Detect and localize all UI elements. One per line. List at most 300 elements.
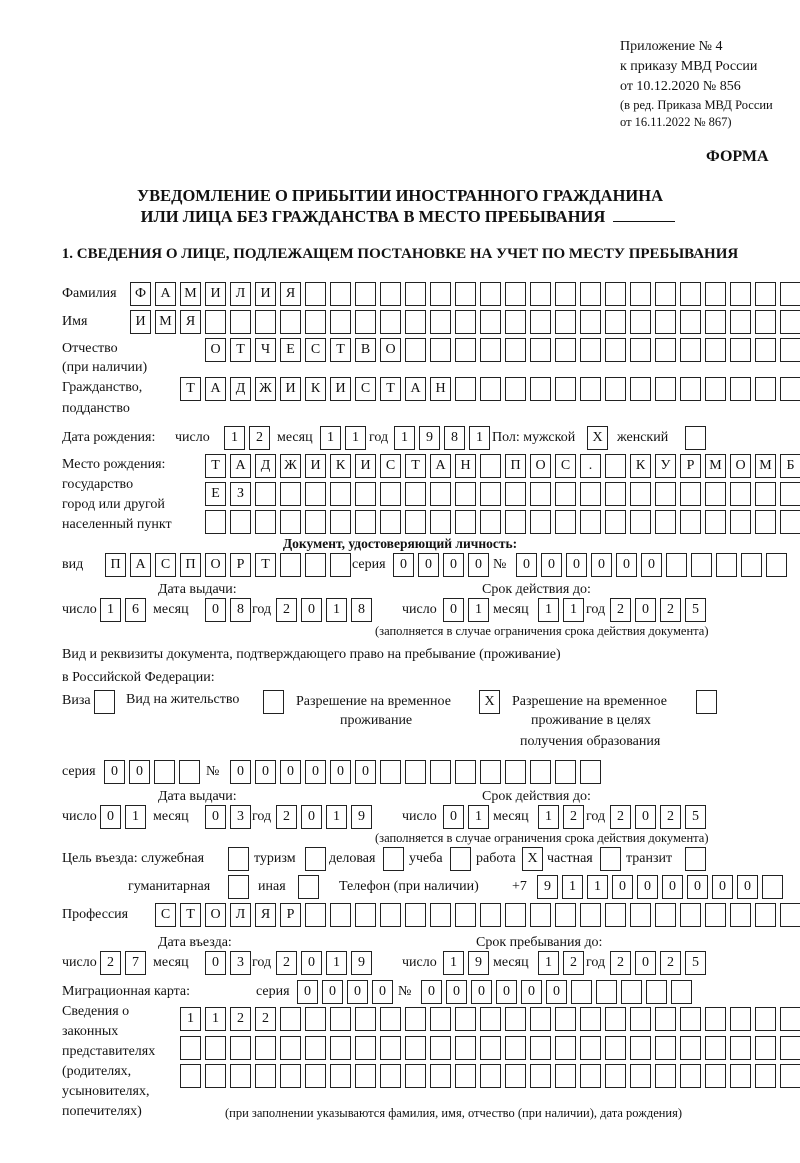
char-cell[interactable] [179,760,200,784]
migration-number-field[interactable] [421,980,692,1004]
char-cell[interactable] [280,1064,301,1088]
char-cell[interactable] [355,1007,376,1031]
surname-field[interactable] [130,282,800,306]
char-cell[interactable]: О [730,454,751,478]
char-cell[interactable] [330,553,351,577]
char-cell[interactable] [530,482,551,506]
char-cell[interactable] [480,377,501,401]
char-cell[interactable]: Т [230,338,251,362]
char-cell[interactable]: В [355,338,376,362]
char-cell[interactable]: 0 [443,598,464,622]
char-cell[interactable] [480,482,501,506]
char-cell[interactable]: З [230,482,251,506]
char-cell[interactable]: 1 [468,805,489,829]
char-cell[interactable]: М [705,454,726,478]
purpose-business-checkbox[interactable] [383,847,404,871]
char-cell[interactable] [755,510,776,534]
char-cell[interactable]: 0 [322,980,343,1004]
char-cell[interactable] [730,1036,751,1060]
id-number-field[interactable] [516,553,787,577]
char-cell[interactable] [580,1064,601,1088]
char-cell[interactable]: . [580,454,601,478]
char-cell[interactable]: 0 [641,553,662,577]
char-cell[interactable] [555,338,576,362]
char-cell[interactable] [780,1064,800,1088]
char-cell[interactable]: 0 [662,875,683,899]
char-cell[interactable] [605,310,626,334]
char-cell[interactable] [705,1007,726,1031]
char-cell[interactable] [455,903,476,927]
char-cell[interactable] [605,482,626,506]
purpose-work-checkbox[interactable] [522,847,543,871]
char-cell[interactable] [655,482,676,506]
char-cell[interactable] [205,1036,226,1060]
char-cell[interactable]: 0 [205,951,226,975]
char-cell[interactable] [580,282,601,306]
char-cell[interactable] [630,510,651,534]
char-cell[interactable]: С [155,553,176,577]
char-cell[interactable]: 0 [205,598,226,622]
char-cell[interactable] [655,282,676,306]
char-cell[interactable] [605,282,626,306]
checkbox-cell[interactable] [298,875,319,899]
char-cell[interactable]: 0 [280,760,301,784]
char-cell[interactable]: 1 [538,598,559,622]
char-cell[interactable] [205,1064,226,1088]
res-issue-day-field[interactable] [100,805,146,829]
char-cell[interactable] [480,454,501,478]
char-cell[interactable] [780,377,800,401]
char-cell[interactable]: Д [255,454,276,478]
char-cell[interactable] [530,310,551,334]
char-cell[interactable] [305,482,326,506]
char-cell[interactable]: 5 [685,805,706,829]
char-cell[interactable] [480,760,501,784]
residence-permit-checkbox[interactable] [263,690,284,714]
char-cell[interactable]: 1 [563,598,584,622]
char-cell[interactable] [730,1064,751,1088]
char-cell[interactable]: А [430,454,451,478]
char-cell[interactable] [730,482,751,506]
char-cell[interactable]: С [355,377,376,401]
birth-month-field[interactable] [320,426,366,450]
char-cell[interactable]: И [205,282,226,306]
char-cell[interactable] [705,482,726,506]
char-cell[interactable]: Т [405,454,426,478]
char-cell[interactable] [330,903,351,927]
char-cell[interactable] [555,1064,576,1088]
char-cell[interactable] [655,310,676,334]
char-cell[interactable]: 1 [587,875,608,899]
char-cell[interactable]: К [305,377,326,401]
char-cell[interactable]: 0 [737,875,758,899]
char-cell[interactable]: И [280,377,301,401]
checkbox-cell[interactable] [450,847,471,871]
char-cell[interactable]: 1 [224,426,245,450]
char-cell[interactable] [730,310,751,334]
char-cell[interactable] [630,282,651,306]
char-cell[interactable] [380,760,401,784]
char-cell[interactable] [255,482,276,506]
char-cell[interactable]: 2 [660,805,681,829]
char-cell[interactable] [380,1064,401,1088]
birthplace-line-3[interactable] [205,510,800,534]
char-cell[interactable] [555,760,576,784]
char-cell[interactable] [154,760,175,784]
char-cell[interactable] [730,903,751,927]
char-cell[interactable] [280,510,301,534]
char-cell[interactable]: Т [205,454,226,478]
char-cell[interactable]: Я [180,310,201,334]
purpose-transit-checkbox[interactable] [685,847,706,871]
char-cell[interactable]: С [380,454,401,478]
checkbox-cell[interactable] [94,690,115,714]
id-valid-month-field[interactable] [538,598,584,622]
char-cell[interactable] [630,338,651,362]
char-cell[interactable]: 0 [104,760,125,784]
char-cell[interactable]: М [180,282,201,306]
char-cell[interactable] [280,310,301,334]
char-cell[interactable]: П [180,553,201,577]
char-cell[interactable]: 0 [393,553,414,577]
char-cell[interactable] [766,553,787,577]
checkbox-cell[interactable]: X [479,690,500,714]
char-cell[interactable]: 2 [610,805,631,829]
name-field[interactable] [130,310,800,334]
char-cell[interactable]: Ж [255,377,276,401]
checkbox-cell[interactable] [228,847,249,871]
char-cell[interactable] [505,338,526,362]
citizenship-field[interactable] [180,377,800,401]
char-cell[interactable] [380,310,401,334]
char-cell[interactable] [780,903,800,927]
id-issue-month-field[interactable] [205,598,251,622]
char-cell[interactable]: 0 [301,598,322,622]
phone-field[interactable] [537,875,783,899]
char-cell[interactable]: 0 [687,875,708,899]
char-cell[interactable] [405,338,426,362]
char-cell[interactable]: А [205,377,226,401]
char-cell[interactable] [355,1036,376,1060]
char-cell[interactable] [780,338,800,362]
char-cell[interactable]: 0 [446,980,467,1004]
char-cell[interactable] [330,310,351,334]
stay-year-field[interactable] [610,951,706,975]
char-cell[interactable] [505,1036,526,1060]
char-cell[interactable]: 0 [471,980,492,1004]
char-cell[interactable] [630,482,651,506]
char-cell[interactable]: 2 [276,598,297,622]
char-cell[interactable] [405,510,426,534]
char-cell[interactable]: 6 [125,598,146,622]
char-cell[interactable]: 2 [100,951,121,975]
char-cell[interactable]: Ч [255,338,276,362]
char-cell[interactable] [430,1064,451,1088]
char-cell[interactable] [305,1007,326,1031]
char-cell[interactable] [430,510,451,534]
char-cell[interactable] [555,1007,576,1031]
char-cell[interactable] [755,338,776,362]
char-cell[interactable] [405,1007,426,1031]
char-cell[interactable]: 1 [345,426,366,450]
char-cell[interactable] [691,553,712,577]
char-cell[interactable] [646,980,667,1004]
char-cell[interactable] [405,482,426,506]
char-cell[interactable] [755,482,776,506]
checkbox-cell[interactable]: X [522,847,543,871]
char-cell[interactable] [505,282,526,306]
birthplace-line-2[interactable] [205,482,800,506]
char-cell[interactable]: И [130,310,151,334]
char-cell[interactable]: 2 [660,598,681,622]
char-cell[interactable]: Р [680,454,701,478]
char-cell[interactable] [480,310,501,334]
char-cell[interactable] [630,1064,651,1088]
char-cell[interactable] [480,282,501,306]
char-cell[interactable] [405,760,426,784]
char-cell[interactable]: 2 [276,805,297,829]
char-cell[interactable] [655,1036,676,1060]
char-cell[interactable] [755,1064,776,1088]
char-cell[interactable] [605,1007,626,1031]
res-valid-year-field[interactable] [610,805,706,829]
char-cell[interactable] [630,1036,651,1060]
char-cell[interactable] [780,282,800,306]
char-cell[interactable] [680,282,701,306]
char-cell[interactable]: 2 [563,805,584,829]
char-cell[interactable]: Я [255,903,276,927]
stay-month-field[interactable] [538,951,584,975]
checkbox-cell[interactable] [383,847,404,871]
char-cell[interactable] [505,377,526,401]
purpose-humanitarian-checkbox[interactable] [228,875,249,899]
char-cell[interactable] [655,1064,676,1088]
char-cell[interactable] [680,482,701,506]
char-cell[interactable]: 0 [616,553,637,577]
char-cell[interactable]: 0 [637,875,658,899]
char-cell[interactable]: Н [430,377,451,401]
char-cell[interactable]: 0 [418,553,439,577]
char-cell[interactable] [405,282,426,306]
char-cell[interactable]: Т [180,903,201,927]
char-cell[interactable] [530,377,551,401]
char-cell[interactable]: С [155,903,176,927]
char-cell[interactable]: И [305,454,326,478]
char-cell[interactable] [555,282,576,306]
migration-series-field[interactable] [297,980,393,1004]
char-cell[interactable] [505,903,526,927]
char-cell[interactable] [355,482,376,506]
char-cell[interactable]: 1 [562,875,583,899]
char-cell[interactable] [741,553,762,577]
char-cell[interactable] [330,482,351,506]
char-cell[interactable] [430,1007,451,1031]
char-cell[interactable]: С [555,454,576,478]
char-cell[interactable] [755,1036,776,1060]
char-cell[interactable]: 0 [541,553,562,577]
char-cell[interactable] [755,377,776,401]
char-cell[interactable] [255,510,276,534]
char-cell[interactable]: Ф [130,282,151,306]
char-cell[interactable]: 2 [610,951,631,975]
char-cell[interactable]: 9 [419,426,440,450]
char-cell[interactable] [630,310,651,334]
char-cell[interactable] [305,1036,326,1060]
char-cell[interactable] [680,377,701,401]
char-cell[interactable]: Е [205,482,226,506]
char-cell[interactable]: А [230,454,251,478]
char-cell[interactable] [555,903,576,927]
entry-month-field[interactable] [205,951,251,975]
char-cell[interactable]: 0 [635,598,656,622]
char-cell[interactable]: 0 [516,553,537,577]
char-cell[interactable] [580,310,601,334]
char-cell[interactable] [671,980,692,1004]
char-cell[interactable] [680,338,701,362]
char-cell[interactable]: А [155,282,176,306]
char-cell[interactable]: 1 [469,426,490,450]
char-cell[interactable]: 1 [394,426,415,450]
char-cell[interactable]: У [655,454,676,478]
char-cell[interactable]: 0 [496,980,517,1004]
char-cell[interactable] [605,903,626,927]
char-cell[interactable] [355,1064,376,1088]
char-cell[interactable] [230,1064,251,1088]
entry-year-field[interactable] [276,951,372,975]
char-cell[interactable] [230,510,251,534]
char-cell[interactable] [305,510,326,534]
char-cell[interactable]: И [255,282,276,306]
char-cell[interactable] [480,1064,501,1088]
char-cell[interactable] [355,903,376,927]
char-cell[interactable] [380,282,401,306]
char-cell[interactable] [355,282,376,306]
purpose-private-checkbox[interactable] [600,847,621,871]
char-cell[interactable] [580,1007,601,1031]
char-cell[interactable] [705,282,726,306]
char-cell[interactable]: Л [230,282,251,306]
char-cell[interactable]: Л [230,903,251,927]
id-type-field[interactable] [105,553,351,577]
res-series-field[interactable] [104,760,200,784]
char-cell[interactable]: О [530,454,551,478]
char-cell[interactable]: 9 [468,951,489,975]
char-cell[interactable] [630,903,651,927]
checkbox-cell[interactable] [263,690,284,714]
representatives-line-3[interactable] [180,1064,800,1088]
purpose-study-checkbox[interactable] [450,847,471,871]
char-cell[interactable] [455,310,476,334]
res-valid-month-field[interactable] [538,805,584,829]
char-cell[interactable] [480,1036,501,1060]
char-cell[interactable]: 0 [230,760,251,784]
char-cell[interactable]: 3 [230,805,251,829]
char-cell[interactable]: 1 [205,1007,226,1031]
char-cell[interactable]: 0 [330,760,351,784]
char-cell[interactable]: 0 [372,980,393,1004]
res-issue-month-field[interactable] [205,805,251,829]
char-cell[interactable] [530,1007,551,1031]
char-cell[interactable]: 2 [249,426,270,450]
char-cell[interactable]: 8 [444,426,465,450]
char-cell[interactable] [455,1007,476,1031]
char-cell[interactable]: Ж [280,454,301,478]
char-cell[interactable]: 0 [591,553,612,577]
char-cell[interactable] [380,903,401,927]
char-cell[interactable] [580,903,601,927]
char-cell[interactable] [780,1036,800,1060]
temp-edu-checkbox[interactable] [696,690,717,714]
char-cell[interactable]: М [155,310,176,334]
char-cell[interactable] [480,1007,501,1031]
char-cell[interactable] [230,1036,251,1060]
checkbox-cell[interactable] [685,426,706,450]
char-cell[interactable] [571,980,592,1004]
char-cell[interactable]: А [405,377,426,401]
char-cell[interactable]: 0 [129,760,150,784]
char-cell[interactable]: Е [280,338,301,362]
char-cell[interactable] [655,338,676,362]
char-cell[interactable]: 0 [355,760,376,784]
char-cell[interactable] [455,282,476,306]
char-cell[interactable] [455,510,476,534]
representatives-line-1[interactable] [180,1007,800,1031]
char-cell[interactable] [530,903,551,927]
char-cell[interactable] [530,338,551,362]
char-cell[interactable] [430,1036,451,1060]
char-cell[interactable]: 0 [305,760,326,784]
checkbox-cell[interactable] [228,875,249,899]
char-cell[interactable] [305,903,326,927]
char-cell[interactable] [505,310,526,334]
char-cell[interactable] [705,1036,726,1060]
char-cell[interactable]: С [305,338,326,362]
char-cell[interactable] [655,510,676,534]
char-cell[interactable]: 2 [276,951,297,975]
char-cell[interactable]: 5 [685,598,706,622]
char-cell[interactable] [605,1064,626,1088]
char-cell[interactable] [455,1064,476,1088]
char-cell[interactable] [455,338,476,362]
char-cell[interactable] [555,1036,576,1060]
char-cell[interactable] [530,282,551,306]
char-cell[interactable]: 0 [468,553,489,577]
char-cell[interactable]: 0 [635,951,656,975]
char-cell[interactable] [405,903,426,927]
char-cell[interactable]: 8 [230,598,251,622]
char-cell[interactable]: Д [230,377,251,401]
char-cell[interactable] [230,310,251,334]
purpose-tourism-checkbox[interactable] [305,847,326,871]
char-cell[interactable] [655,903,676,927]
char-cell[interactable]: 3 [230,951,251,975]
char-cell[interactable]: 1 [125,805,146,829]
char-cell[interactable] [555,510,576,534]
char-cell[interactable]: 1 [100,598,121,622]
char-cell[interactable] [680,1064,701,1088]
sex-female-checkbox[interactable] [685,426,706,450]
id-issue-year-field[interactable] [276,598,372,622]
char-cell[interactable]: К [330,454,351,478]
char-cell[interactable] [705,338,726,362]
char-cell[interactable] [666,553,687,577]
char-cell[interactable] [762,875,783,899]
checkbox-cell[interactable]: X [587,426,608,450]
purpose-official-checkbox[interactable] [228,847,249,871]
res-valid-day-field[interactable] [443,805,489,829]
char-cell[interactable]: Н [455,454,476,478]
char-cell[interactable]: Т [330,338,351,362]
